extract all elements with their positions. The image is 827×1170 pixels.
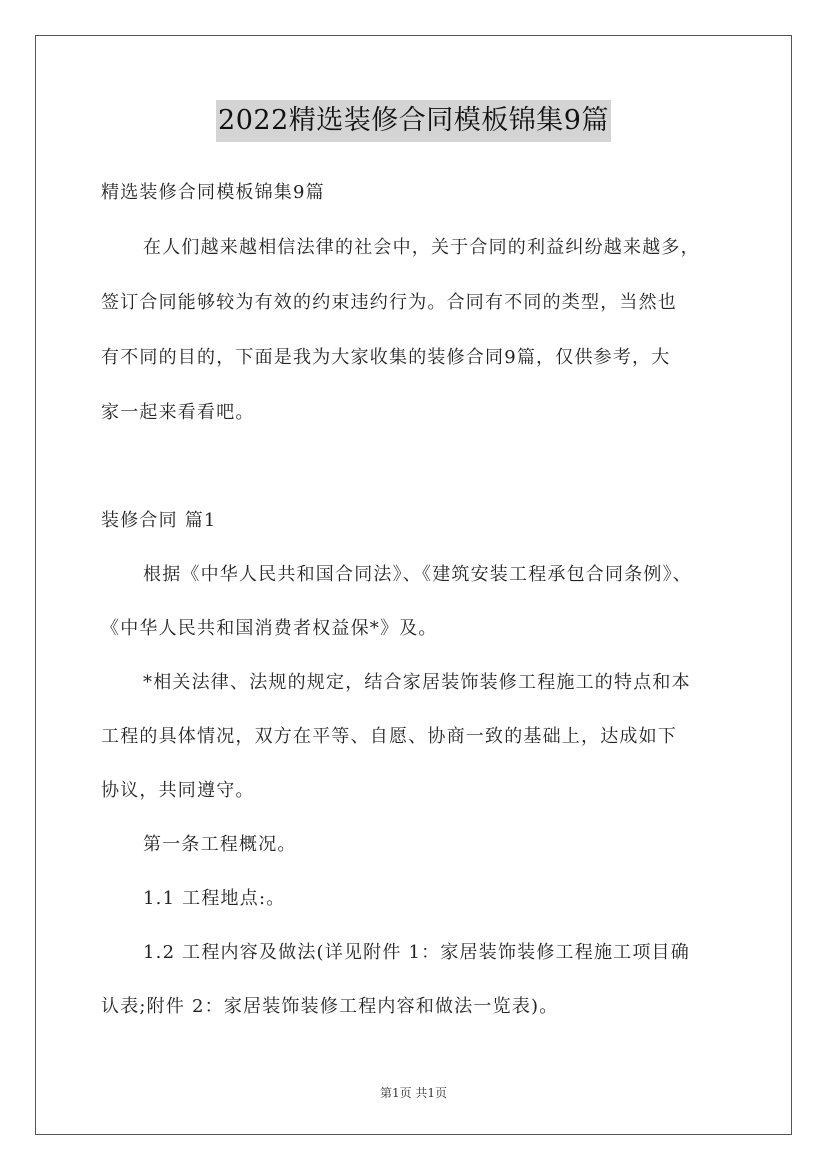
- body-line-4: 工程的具体情况，双方在平等、自愿、协商一致的基础上，达成如下: [101, 726, 677, 747]
- document-title: 2022精选装修合同模板锦集9篇: [216, 100, 611, 142]
- intro-line-2: 签订合同能够较为有效的约束违约行为。合同有不同的类型，当然也: [101, 292, 677, 313]
- body-line-5: 协议，共同遵守。: [101, 780, 255, 801]
- section-heading: 装修合同 篇1: [101, 510, 217, 531]
- page-footer: 第1页 共1页: [379, 1086, 448, 1100]
- intro-line-1: 在人们越来越相信法律的社会中，关于合同的利益纠纷越来越多，: [143, 237, 700, 258]
- document-subtitle: 精选装修合同模板锦集9篇: [101, 182, 325, 203]
- body-line-6: 第一条工程概况。: [143, 834, 297, 855]
- body-line-1: 根据《中华人民共和国合同法》、《建筑安装工程承包合同条例》、: [143, 564, 692, 585]
- body-line-9: 认表;附件 2：家居装饰装修工程内容和做法一览表)。: [101, 996, 559, 1017]
- body-line-2: 《中华人民共和国消费者权益保*》及。: [101, 618, 438, 639]
- title-block: [0, 100, 827, 142]
- intro-line-3: 有不同的目的，下面是我为大家收集的装修合同9篇，仅供参考，大: [101, 347, 671, 368]
- body-line-3: *相关法律、法规的规定，结合家居装饰装修工程施工的特点和本: [143, 672, 691, 693]
- body-line-7: 1.1 工程地点:。: [143, 888, 286, 909]
- intro-line-4: 家一起来看看吧。: [101, 402, 255, 423]
- body-line-8: 1.2 工程内容及做法(详见附件 1：家居装饰装修工程施工项目确: [143, 942, 690, 963]
